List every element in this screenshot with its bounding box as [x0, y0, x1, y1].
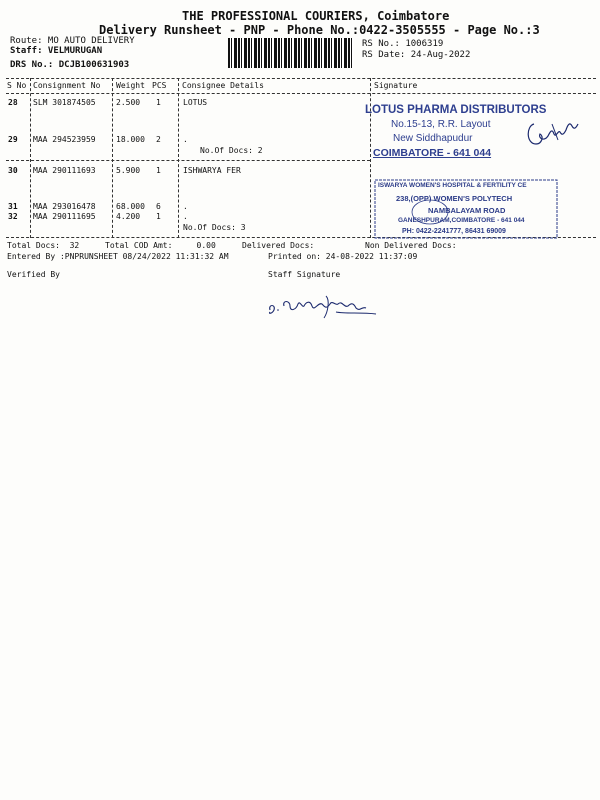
row-consignee: . — [183, 202, 188, 211]
delivered-docs: Delivered Docs: — [242, 241, 315, 250]
rs-date: RS Date: 24-Aug-2022 — [362, 50, 471, 60]
stamp-line: No.15-13, R.R. Layout — [391, 119, 491, 130]
staff-label: Staff: VELMURUGAN — [10, 46, 103, 56]
stamp-line: LOTUS PHARMA DISTRIBUTORS — [365, 104, 547, 116]
row-sno: 29 — [8, 135, 18, 144]
runsheet-subtitle: Delivery Runsheet - PNP - Phone No.:0422-3505555 - Page No.:3 — [99, 23, 540, 37]
stamp-line: New Siddhapudur — [393, 133, 473, 144]
row-sno: 30 — [8, 166, 18, 175]
row-pcs: 2 — [156, 135, 161, 144]
table-top-rule — [6, 78, 596, 79]
row-pcs: 1 — [156, 98, 161, 107]
row-weight: 18.000 — [116, 135, 145, 144]
drs-number: DRS No.: DCJB100631903 — [10, 60, 130, 70]
row-consignee: . — [183, 212, 188, 221]
row-pcs: 6 — [156, 202, 161, 211]
col-header-consignment: Consignment No — [33, 81, 101, 90]
row-weight: 5.900 — [116, 166, 141, 175]
total-cod-amount: Total COD Amt: 0.00 — [105, 241, 216, 250]
col-sep-3 — [178, 78, 179, 238]
stamp-line: PH: 0422-2241777, 86431 69009 — [402, 228, 506, 235]
row-sno: 32 — [8, 212, 18, 221]
row-weight: 2.500 — [116, 98, 141, 107]
row-weight: 68.000 — [116, 202, 145, 211]
docs-note: No.Of Docs: 3 — [183, 223, 246, 232]
document-title: THE PROFESSIONAL COURIERS, Coimbatore — [182, 9, 450, 23]
handwritten-signature-1 — [522, 114, 582, 154]
row-pcs: 1 — [156, 212, 161, 221]
row-consignment: MAA 290111695 — [33, 212, 96, 221]
row-consignee: . — [183, 135, 188, 144]
staff-handwritten-signature — [266, 292, 386, 322]
col-header-signature: Signature — [374, 81, 418, 90]
row-consignment: MAA 294523959 — [33, 135, 96, 144]
entered-by: Entered By :PNPRUNSHEET 08/24/2022 11:31:32 AM — [7, 252, 229, 261]
table-header-rule — [6, 93, 596, 94]
verified-by-label: Verified By — [7, 270, 60, 279]
col-header-weight: Weight — [116, 81, 145, 90]
total-docs: Total Docs: 32 — [7, 241, 80, 250]
route-label: Route: MO AUTO DELIVERY — [10, 36, 135, 46]
row-consignee: ISHWARYA FER — [183, 166, 241, 175]
non-delivered-docs: Non Delivered Docs: — [365, 241, 457, 250]
docs-note: No.Of Docs: 2 — [200, 146, 263, 155]
staff-signature-label: Staff Signature — [268, 270, 341, 279]
col-header-consignee: Consignee Details — [182, 81, 264, 90]
row-consignment: MAA 290111693 — [33, 166, 96, 175]
row-consignment: SLM 301874505 — [33, 98, 96, 107]
row-pcs: 1 — [156, 166, 161, 175]
stamp-line: NAMBALAYAM ROAD — [428, 206, 506, 215]
col-sep-1 — [30, 78, 31, 238]
printed-on: Printed on: 24-08-2022 11:37:09 — [268, 252, 418, 261]
rs-number: RS No.: 1006319 — [362, 39, 444, 49]
col-sep-2 — [112, 78, 113, 238]
row-consignment: MAA 293016478 — [33, 202, 96, 211]
row-weight: 4.200 — [116, 212, 141, 221]
hospital-stamp — [372, 178, 560, 240]
col-header-sno: S No — [7, 81, 27, 90]
col-header-pcs: PCS — [152, 81, 167, 90]
stamp-line: 238,(OPP) WOMEN'S POLYTECH — [396, 194, 513, 203]
stamp-line: ISWARYA WOMEN'S HOSPITAL & FERTILITY CE — [378, 182, 527, 189]
stamp-line: COIMBATORE - 641 044 — [373, 147, 492, 159]
row-consignee: LOTUS — [183, 98, 208, 107]
stamp-line: GANESHPURAM,COIMBATORE - 641 044 — [398, 217, 525, 224]
barcode — [228, 38, 354, 68]
row-rule — [6, 160, 370, 161]
row-sno: 31 — [8, 202, 18, 211]
row-sno: 28 — [8, 98, 18, 107]
